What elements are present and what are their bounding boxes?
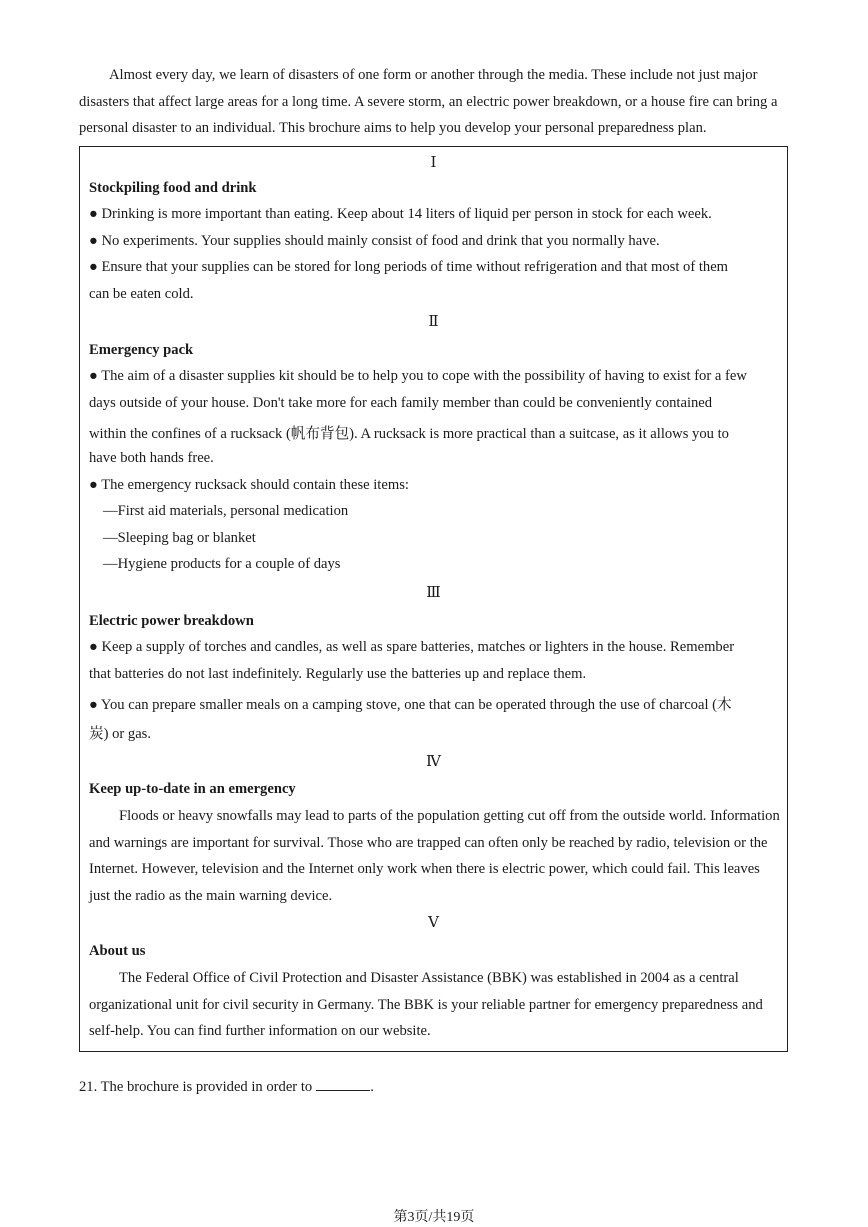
section-3-line-4: 炭) or gas. <box>89 726 152 742</box>
brochure-box <box>79 146 788 1052</box>
section-1-line-3: ● Ensure that your supplies can be stored for long periods of time without refrigeration and that most of them <box>89 259 729 275</box>
rucksack-item: —Hygiene products for a couple of days <box>103 556 341 572</box>
section-1-line-4: can be eaten cold. <box>89 286 194 302</box>
section-3-heading: Electric power breakdown <box>89 613 254 629</box>
section-4-paragraph: Floods or heavy snowfalls may lead to parts of the population getting cut off from the outside world. Information and warnings are important for survival. Those who are trapped can often only be reached by radio, television or the Internet. However, television and the Internet only work when there is electric power, which could fail. This leaves just the radio as the main warning device. <box>89 808 780 904</box>
section-2-line-1: ● The aim of a disaster supplies kit should be to help you to cope with the possibility of having to exist for a few <box>89 368 747 384</box>
intro-paragraph: Almost every day, we learn of disasters of one form or another through the media. These include not just major disasters that affect large areas for a long time. A severe storm, an electric power breakdown, or a house fire can bring a personal disaster to an individual. This brochure aims to help you develop your personal preparedness plan. <box>79 67 778 136</box>
answer-blank[interactable] <box>316 1078 370 1091</box>
question-21 <box>79 1078 374 1096</box>
question-period: . <box>370 1079 374 1095</box>
section-2-line-3: within the confines of a rucksack (帆布背包). A rucksack is more practical than a suitcase, as it allows you to <box>89 426 729 442</box>
section-1-heading: Stockpiling food and drink <box>89 180 257 196</box>
section-4-heading: Keep up-to-date in an emergency <box>89 781 296 797</box>
section-5-paragraph: The Federal Office of Civil Protection and Disaster Assistance (BBK) was established in 2004 as a central organizational unit for civil security in Germany. The BBK is your reliable partner for emergency preparedness and self-help. You can find further information on our website. <box>89 970 763 1039</box>
section-3-line-3: ● You can prepare smaller meals on a camping stove, one that can be operated through the use of charcoal (木 <box>89 697 732 713</box>
section-5-numeral: Ⅴ <box>428 915 439 931</box>
section-3-line-2: that batteries do not last indefinitely. Regularly use the batteries up and replace them. <box>89 666 587 682</box>
section-2-line-2: days outside of your house. Don't take more for each family member than could be conveniently contained <box>89 395 713 411</box>
section-1-line-2: ● No experiments. Your supplies should mainly consist of food and drink that you normally have. <box>89 233 660 249</box>
rucksack-item: —First aid materials, personal medication <box>103 503 349 519</box>
section-4-numeral: Ⅳ <box>426 754 441 770</box>
section-2-heading: Emergency pack <box>89 342 194 358</box>
section-2-numeral: Ⅱ <box>428 314 439 330</box>
section-3-numeral: Ⅲ <box>426 585 441 601</box>
section-1-numeral: Ⅰ <box>430 155 437 171</box>
section-5-heading: About us <box>89 943 146 959</box>
section-2-line-5: ● The emergency rucksack should contain these items: <box>89 477 409 493</box>
section-3-line-1: ● Keep a supply of torches and candles, as well as spare batteries, matches or lighters in the house. Remember <box>89 639 735 655</box>
rucksack-item: —Sleeping bag or blanket <box>103 530 256 546</box>
section-1-line-1: ● Drinking is more important than eating. Keep about 14 liters of liquid per person in stock for each week. <box>89 206 712 222</box>
section-2-line-4: have both hands free. <box>89 450 214 466</box>
question-text: 21. The brochure is provided in order to <box>79 1079 313 1095</box>
page-footer: 第3页/共19页 <box>393 1210 475 1225</box>
